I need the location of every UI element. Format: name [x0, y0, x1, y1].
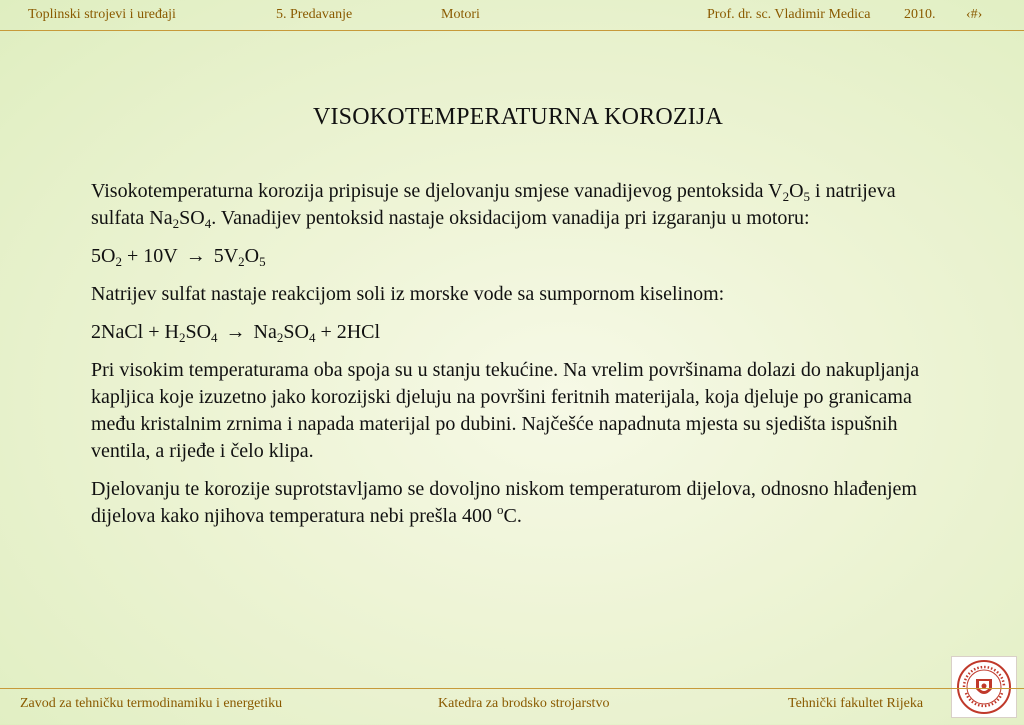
slide-footer [0, 688, 1024, 725]
paragraph-high-temperature: Pri visokim temperaturama oba spoja su u stanju tekućine. Na vrelim površinama dolazi do nakupljanja kapljica koje izuzetno jako korozijski djeluju na površini feritnih materijala, koja djeluje po granicama među kristalnim zrnima i napada materijal po dubini. Najčešće napadnuta mjesta su sjedišta ispušnih ventila, a rijeđe i čelo klipa. [91, 359, 920, 462]
footer-department: Zavod za tehničku termodinamiku i energetiku [20, 696, 283, 711]
footer-faculty: Tehnički fakultet Rijeka [788, 696, 924, 711]
header-lecture: 5. Predavanje [276, 7, 353, 22]
reaction-arrow-icon: → [225, 321, 246, 343]
reaction-arrow-icon: → [185, 245, 206, 267]
footer-chair: Katedra za brodsko strojarstvo [438, 696, 610, 711]
paragraph-intro: Visokotemperaturna korozija pripisuje se djelovanju smjese vanadijevog pentoksida $V_2O_5$ i natrijeva sulfata $Na_2SO_4$. Vanadijev pentoksid nastaje oksidacijom vanadija pri izgaranju u motoru: [91, 180, 896, 231]
equation-sodium-sulfate: 2NaCl + $H_2SO_4 \to Na_2SO_4 + 2HCl$ [91, 321, 381, 345]
paragraph-prevention: Djelovanju te korozije suprotstavljamo se dovoljno niskom temperaturom dijelova, odnosno hlađenjem dijelova kako njihova temperatura nebi prešla 400 $^o$C. [91, 478, 917, 527]
header-author: Prof. dr. sc. Vladimir Medica [707, 7, 871, 22]
slide-title: VISOKOTEMPERATURNA KOROZIJA [312, 104, 724, 130]
paragraph-sodium-sulfate: Natrijev sulfat nastaje reakcijom soli iz morske vode sa sumpornom kiselinom: [91, 283, 725, 305]
header-page-marker: ‹#› [966, 7, 983, 22]
slide-header [0, 0, 1024, 31]
header-year: 2010. [904, 7, 936, 22]
equation-vanadium-oxidation: $5O_2 + 10V \to 5V_2O_5$ [91, 245, 266, 269]
slide-body [91, 178, 931, 541]
header-course: Toplinski strojevi i uređaji [28, 7, 176, 22]
header-topic: Motori [441, 7, 480, 22]
